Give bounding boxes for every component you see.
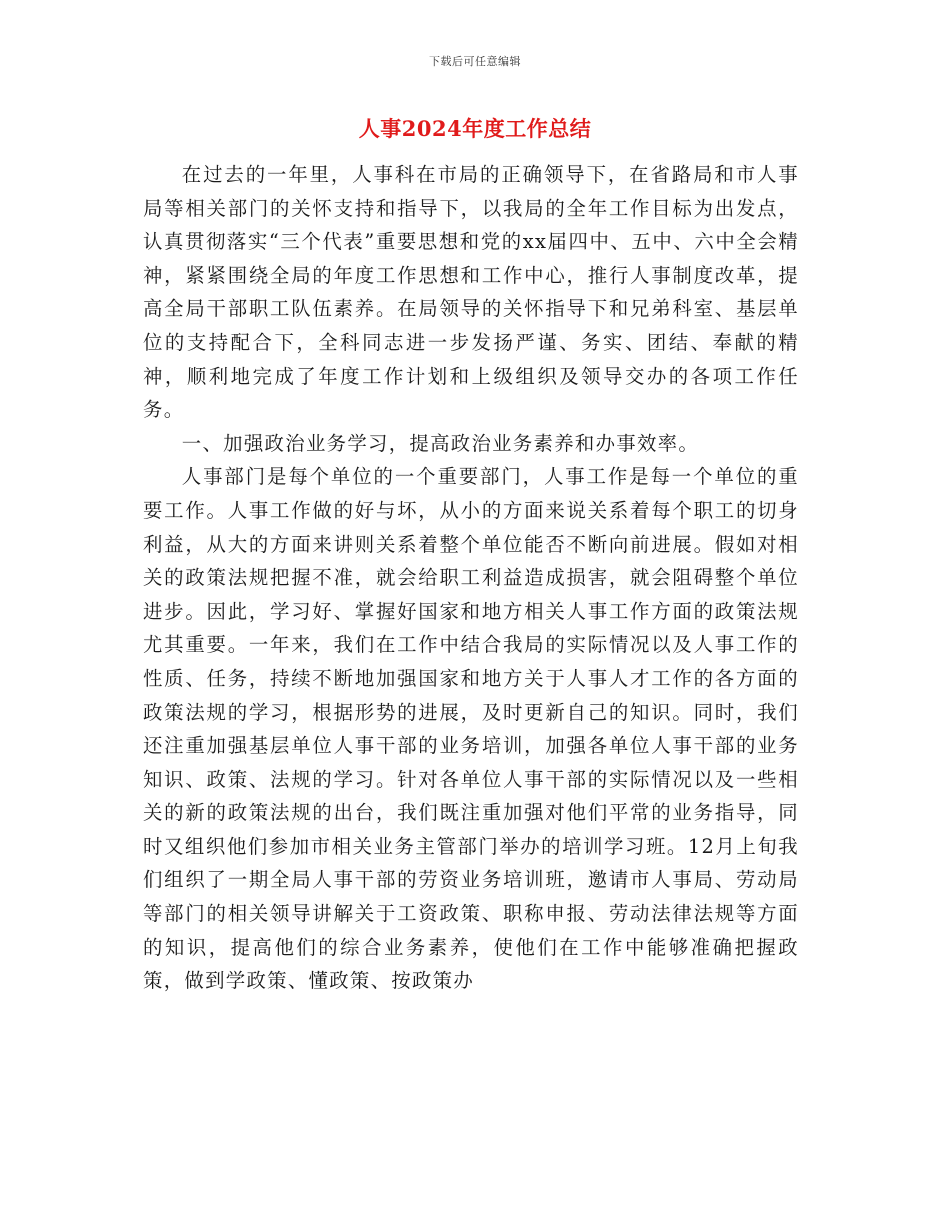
document-title: 人事2024年度工作总结 [358,116,592,141]
paragraph-intro: 在过去的一年里，人事科在市局的正确领导下，在省路局和市人事局等相关部门的关怀支持和指导下，以我局的全年工作目标为出发点，认真贯彻落实“三个代表”重要思想和党的xx届四中、五中、六中全会精神，紧紧围绕全局的年度工作思想和工作中心，推行人事制度改革，提高全局干部职工队伍素养。在局领导的关怀指导下和兄弟科室、基层单位的支持配合下，全科同志进一步发扬严谨、务实、团结、奉献的精神，顺利地完成了年度工作计划和上级组织及领导交办的各项工作任务。 [143,163,799,422]
document-body [143,158,799,998]
paragraph-section-1: 人事部门是每个单位的一个重要部门，人事工作是每一个单位的重要工作。人事工作做的好与坏，从小的方面来说关系着每个职工的切身利益，从大的方面来讲则关系着整个单位能否不断向前进展。假如对相关的政策法规把握不准，就会给职工利益造成损害，就会阻碍整个单位进步。因此，学习好、掌握好国家和地方相关人事工作方面的政策法规尤其重要。一年来，我们在工作中结合我局的实际情况以及人事工作的性质、任务，持续不断地加强国家和地方关于人事人才工作的各方面的政策法规的学习，根据形势的进展，及时更新自己的知识。同时，我们还注重加强基层单位人事干部的业务培训，加强各单位人事干部的业务知识、政策、法规的学习。针对各单位人事干部的实际情况以及一些相关的新的政策法规的出台，我们既注重加强对他们平常的业务指导，同时又组织他们参加市相关业务主管部门举办的培训学习班。12月上旬我们组织了一期全局人事干部的劳资业务培训班，邀请市人事局、劳动局等部门的相关领导讲解关于工资政策、职称申报、劳动法律法规等方面的知识，提高他们的综合业务素养，使他们在工作中能够准确把握政策，做到学政策、懂政策、按政策办 [143,465,799,993]
page-header: 下载后可任意编辑 [429,55,521,68]
section-heading: 一、加强政治业务学习，提高政治业务素养和办事效率。 [181,431,700,455]
